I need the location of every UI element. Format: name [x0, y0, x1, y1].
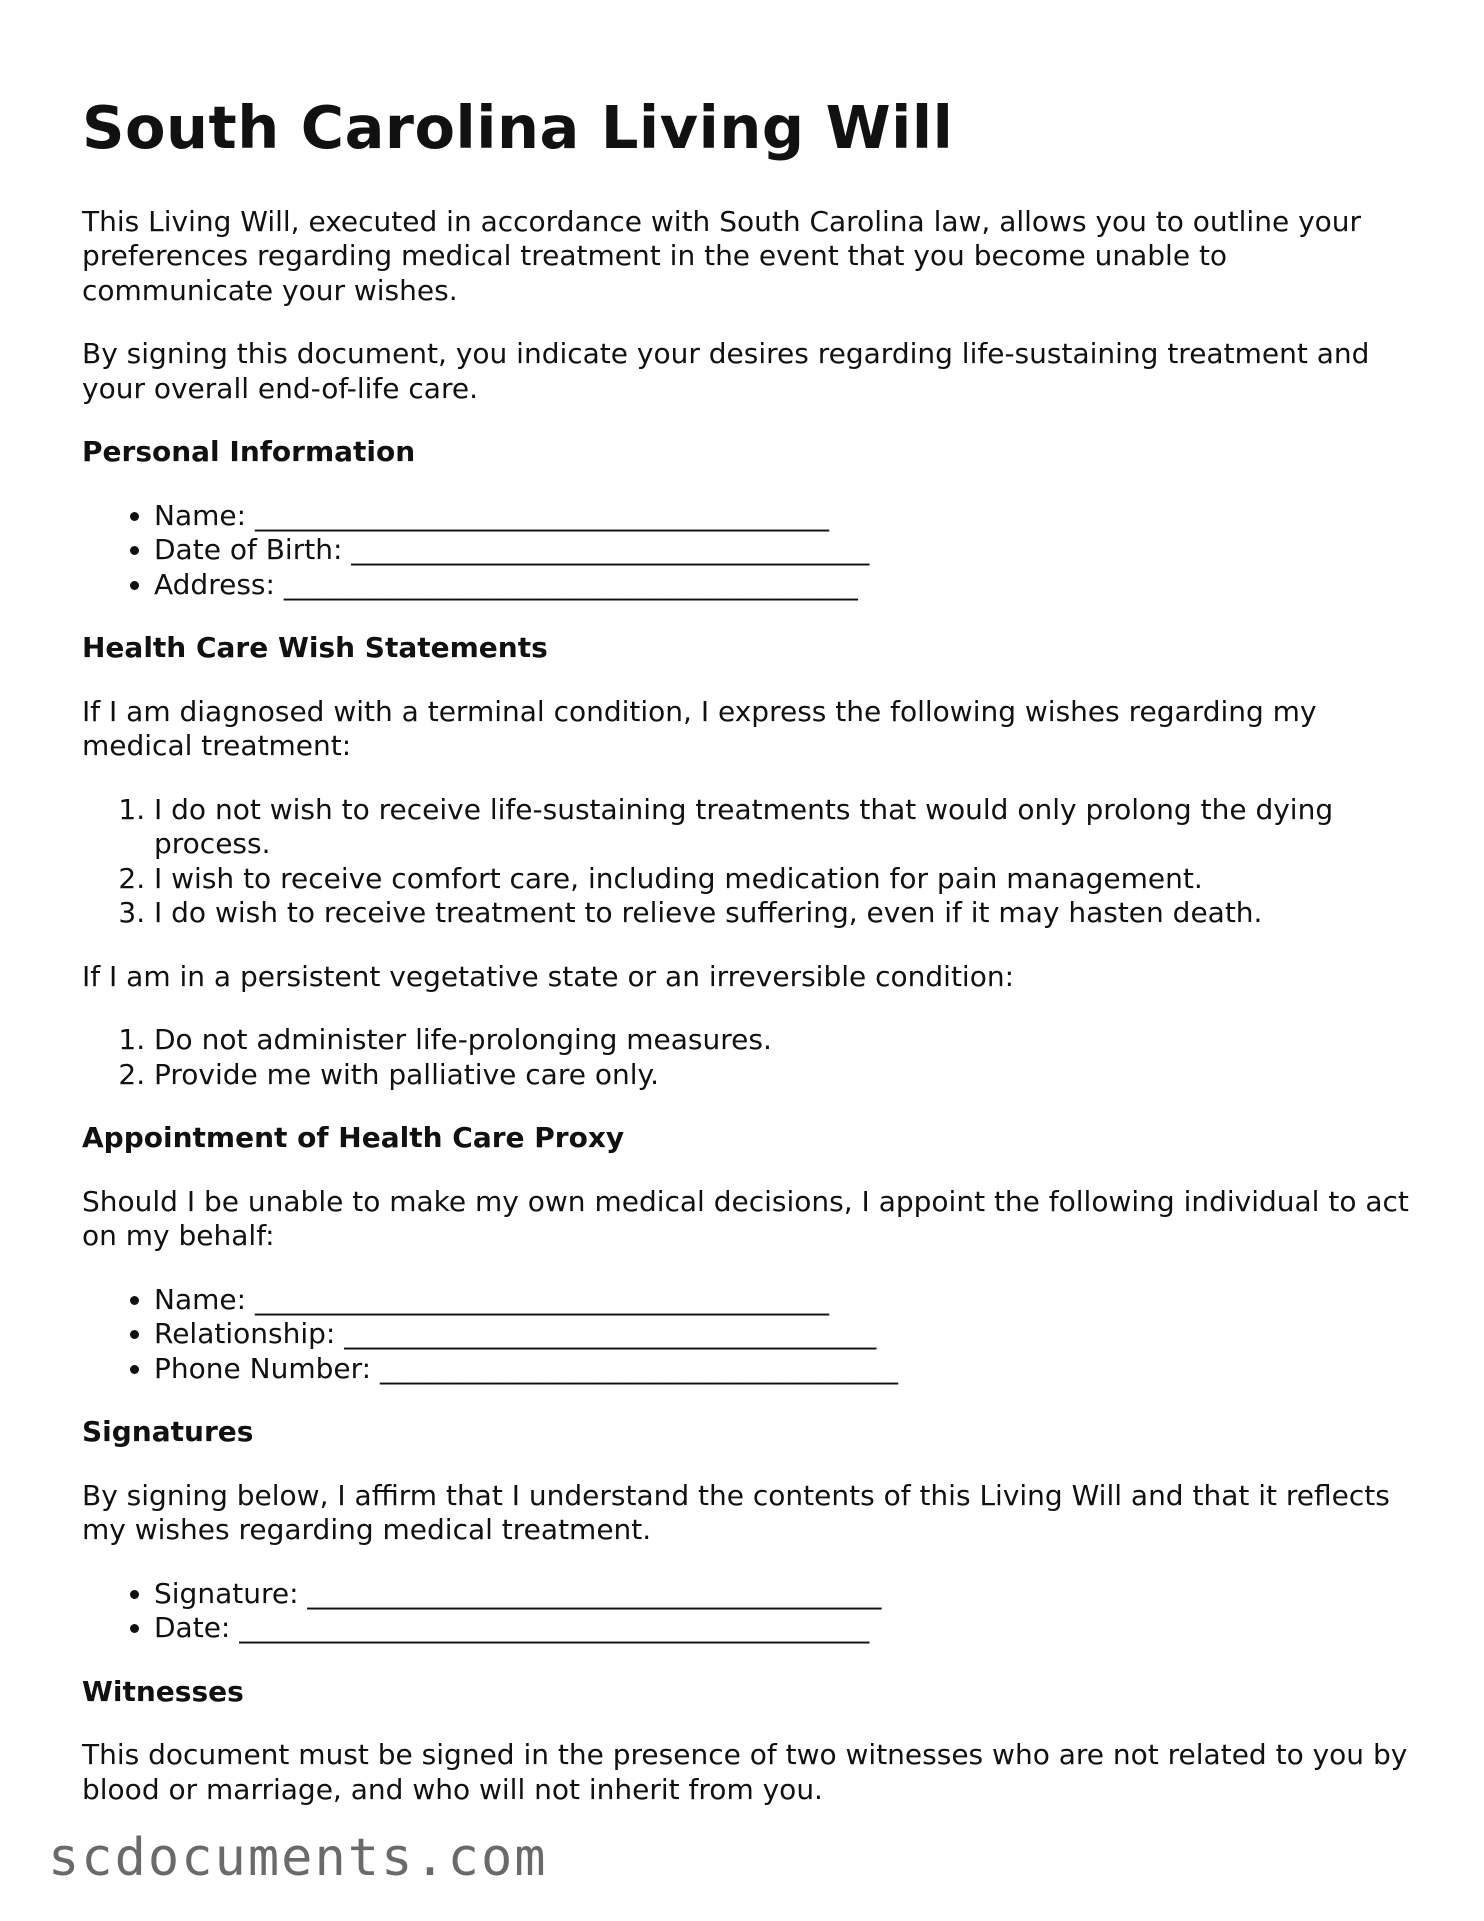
terminal-wish-item: 2. I wish to receive comfort care, including medication for pain management. — [154, 862, 1412, 897]
document-page — [82, 93, 1412, 1836]
personal-dob-field: • Date of Birth: _____________________________________ — [154, 533, 1412, 568]
personal-information-heading: Personal Information — [82, 435, 416, 469]
intro-paragraph-1: This Living Will, executed in accordance with South Carolina law, allows you to outline your preferences regarding medical treatment in the event that you become unable to communicate your wishes. — [82, 204, 1362, 307]
terminal-condition-intro: If I am diagnosed with a terminal condition, I express the following wishes regarding my medical treatment: — [82, 694, 1317, 763]
terminal-wish-item: 1. I do not wish to receive life-sustaining treatments that would only prolong the dying process. — [154, 793, 1412, 862]
witnesses-heading: Witnesses — [82, 1674, 244, 1708]
terminal-wishes-list — [82, 793, 1412, 931]
health-care-proxy-heading: Appointment of Health Care Proxy — [82, 1121, 625, 1155]
page-title: South Carolina Living Will — [82, 93, 954, 162]
signature-fields-list — [82, 1577, 1412, 1646]
vegetative-wish-item: 1. Do not administer life-prolonging measures. — [154, 1023, 1412, 1058]
signatures-heading: Signatures — [82, 1415, 254, 1449]
intro-paragraph-2: By signing this document, you indicate your desires regarding life-sustaining treatment and your overall end-of-life care. — [82, 337, 1370, 405]
signature-date-field: • Date: _____________________________________________ — [154, 1611, 1412, 1646]
proxy-name-field: • Name: _________________________________________ — [154, 1283, 1412, 1318]
personal-address-field: • Address: _________________________________________ — [154, 568, 1412, 603]
watermark-logo: scdocuments.com — [48, 1828, 548, 1888]
personal-information-list — [82, 499, 1412, 603]
witnesses-text: This document must be signed in the presence of two witnesses who are not related to you by blood or marriage, and who will not inherit from you. — [82, 1738, 1408, 1806]
proxy-fields-list — [82, 1283, 1412, 1387]
personal-name-field: • Name: _________________________________________ — [154, 499, 1412, 534]
proxy-phone-field: • Phone Number: _____________________________________ — [154, 1352, 1412, 1387]
signatures-intro: By signing below, I affirm that I understand the contents of this Living Will and that it reflects my wishes regarding medical treatment. — [82, 1478, 1390, 1547]
proxy-intro: Should I be unable to make my own medical decisions, I appoint the following individual to act on my behalf: — [82, 1184, 1409, 1253]
health-care-wishes-heading: Health Care Wish Statements — [82, 631, 548, 665]
vegetative-state-intro: If I am in a persistent vegetative state or an irreversible condition: — [82, 959, 1015, 993]
terminal-wish-item: 3. I do wish to receive treatment to relieve suffering, even if it may hasten death. — [154, 896, 1412, 931]
vegetative-wish-item: 2. Provide me with palliative care only. — [154, 1058, 1412, 1093]
proxy-relationship-field: • Relationship: ______________________________________ — [154, 1317, 1412, 1352]
signature-field: • Signature: _________________________________________ — [154, 1577, 1412, 1612]
vegetative-wishes-list — [82, 1023, 1412, 1092]
